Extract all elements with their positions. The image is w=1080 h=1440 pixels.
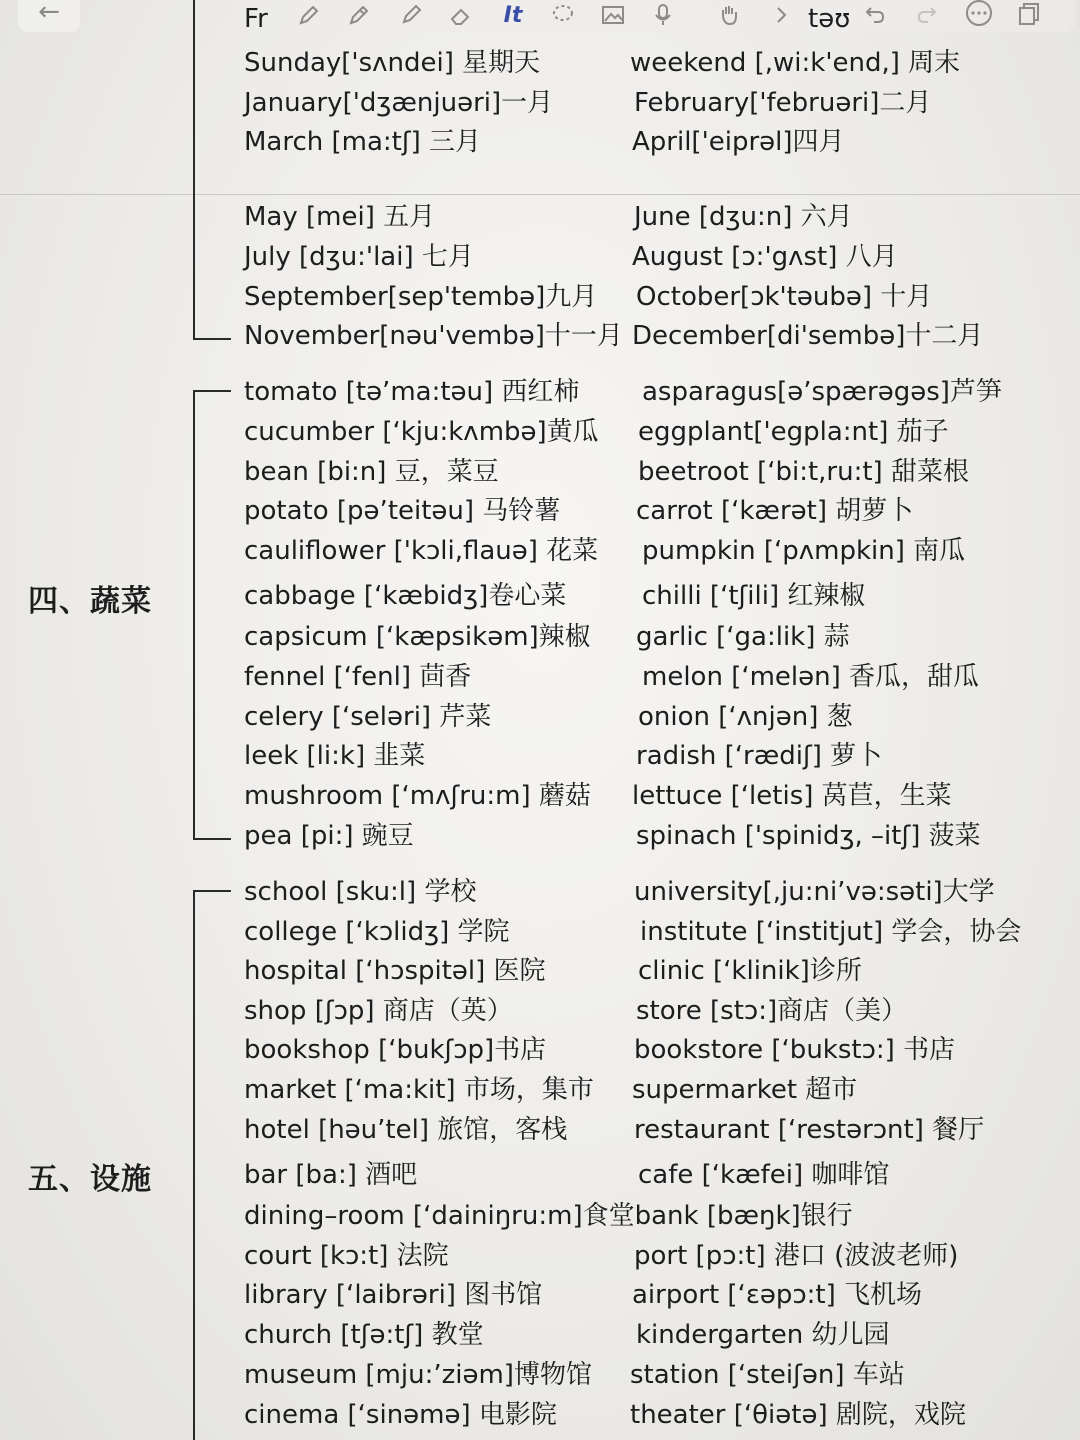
cut-row-left: Fr	[244, 4, 268, 34]
list-item: spinach ['spinidʒ, –itʃ] 菠菜	[636, 821, 981, 851]
bracket-end	[193, 838, 231, 840]
list-item: hotel [həu’tel] 旅馆，客栈	[244, 1115, 568, 1145]
list-item: port [pɔ:t] 港口 (波波老师)	[634, 1241, 959, 1271]
list-item: market [‘ma:kit] 市场，集市	[244, 1075, 594, 1105]
mic-icon[interactable]	[646, 0, 680, 30]
list-item: bookshop [‘bukʃɔp]书店	[244, 1035, 547, 1065]
list-item: cauliflower ['kɔli,flauə] 花菜	[244, 536, 599, 566]
list-item: January['dʒænjuəri]一月	[244, 88, 554, 118]
list-item: Sunday['sʌndei] 星期天	[244, 48, 541, 78]
section-label-facilities: 五、设施	[28, 1162, 152, 1197]
page-divider	[0, 194, 1080, 195]
list-item: November[nəu'vembə]十一月	[244, 321, 623, 351]
list-item: March [ma:tʃ] 三月	[244, 127, 482, 157]
list-item: carrot [‘kærət] 胡萝卜	[636, 496, 914, 526]
list-item: school [sku:l] 学校	[244, 877, 477, 907]
list-item: university[,ju:ni’və:səti]大学	[634, 877, 995, 907]
section-label-vegetables: 四、蔬菜	[28, 584, 152, 619]
list-item: May [mei] 五月	[244, 202, 436, 232]
bracket-end	[193, 338, 231, 340]
list-item: bar [ba:] 酒吧	[244, 1160, 418, 1190]
list-item: weekend [,wi:k'end,] 周末	[630, 48, 961, 78]
list-item: theater [‘θiətə] 剧院，戏院	[630, 1400, 966, 1430]
annotation-toolbar	[0, 0, 1080, 34]
list-item: July [dʒu:'lai] 七月	[244, 242, 474, 272]
list-item: station [‘steiʃən] 车站	[630, 1360, 905, 1390]
bracket-start	[193, 390, 231, 392]
list-item: radish [‘rædiʃ] 萝卜	[636, 741, 883, 771]
back-button[interactable]	[18, 0, 80, 32]
list-item: potato [pə’teitəu] 马铃薯	[244, 496, 561, 526]
list-item: beetroot [‘bi:t,ru:t] 甜菜根	[638, 457, 969, 487]
list-item: shop [ʃɔp] 商店（英）	[244, 996, 513, 1026]
list-item: college [‘kɔlidʒ] 学院	[244, 917, 510, 947]
list-item: institute [‘institjut] 学会，协会	[640, 917, 1022, 947]
chevron-right-icon[interactable]	[764, 0, 798, 30]
list-item: chilli [‘tʃili] 红辣椒	[642, 581, 866, 611]
list-item: June [dʒu:n] 六月	[634, 202, 853, 232]
list-item: bean [bi:n] 豆，菜豆	[244, 457, 499, 487]
list-item: September[sep'tembə]九月	[244, 282, 598, 312]
list-item: garlic [‘ga:lik] 蒜	[636, 622, 850, 652]
list-item: October[ɔk'təubə] 十月	[636, 282, 933, 312]
pen-icon[interactable]	[292, 0, 326, 30]
list-item: August [ɔ:'gʌst] 八月	[632, 242, 898, 272]
bracket-line	[193, 0, 195, 340]
list-item: onion [‘ʌnjən] 葱	[638, 702, 853, 732]
list-item: mushroom [‘mʌʃru:m] 蘑菇	[244, 781, 591, 811]
list-item: April['eiprəl]四月	[632, 127, 845, 157]
list-item: cafe [‘kæfei] 咖啡馆	[638, 1160, 890, 1190]
list-item: celery [‘seləri] 芹菜	[244, 702, 492, 732]
list-item: supermarket 超市	[632, 1075, 858, 1105]
list-item: fennel [‘fenl] 茴香	[244, 662, 472, 692]
list-item: lettuce [‘letis] 莴苣，生菜	[632, 781, 952, 811]
list-item: church [tʃə:tʃ] 教堂	[244, 1320, 484, 1350]
list-item: clinic [‘klinik]诊所	[638, 956, 862, 986]
pencil-icon[interactable]	[342, 0, 376, 30]
list-item: eggplant['egpla:nt] 茄子	[638, 417, 949, 447]
list-item: tomato [tə’ma:təu] 西红柿	[244, 377, 580, 407]
image-icon[interactable]	[596, 0, 630, 30]
lasso-icon[interactable]	[546, 0, 580, 30]
list-item: capsicum [‘kæpsikəm]辣椒	[244, 622, 591, 652]
marker-icon[interactable]	[394, 0, 428, 30]
list-item: pumpkin [‘pʌmpkin] 南瓜	[642, 536, 966, 566]
back-arrow-icon: ←	[38, 0, 60, 27]
list-item: melon [‘melən] 香瓜，甜瓜	[642, 662, 980, 692]
bracket-line	[193, 390, 195, 840]
list-item: dining–room [‘dainiŋru:m]食堂bank [bæŋk]银行	[244, 1201, 853, 1231]
pages-icon[interactable]	[1012, 0, 1046, 30]
bracket-line	[193, 890, 195, 1440]
redo-icon[interactable]	[910, 0, 944, 30]
hand-icon[interactable]	[712, 0, 746, 30]
list-item: library [‘laibrəri] 图书馆	[244, 1280, 543, 1310]
list-item: store [stɔ:]商店（美）	[636, 996, 908, 1026]
eraser-icon[interactable]	[444, 0, 478, 30]
list-item: asparagus[ə’spærəgəs]芦笋	[642, 377, 1002, 407]
list-item: restaurant [‘restərɔnt] 餐厅	[634, 1115, 985, 1145]
list-item: cinema [‘sinəmə] 电影院	[244, 1400, 557, 1430]
more-icon[interactable]	[962, 0, 996, 30]
list-item: pea [pi:] 豌豆	[244, 821, 414, 851]
list-item: museum [mju:’ziəm]博物馆	[244, 1360, 592, 1390]
list-item: hospital [‘hɔspitəl] 医院	[244, 956, 546, 986]
cut-row-right: təʊ	[808, 4, 851, 34]
list-item: court [kɔ:t] 法院	[244, 1241, 449, 1271]
list-item: airport [‘ɛəpɔ:t] 飞机场	[632, 1280, 923, 1310]
undo-icon[interactable]	[858, 0, 892, 30]
list-item: bookstore [‘bukstɔ:] 书店	[634, 1035, 956, 1065]
list-item: leek [li:k] 韭菜	[244, 741, 426, 771]
text-tool-icon[interactable]	[496, 0, 530, 30]
list-item: kindergarten 幼儿园	[636, 1320, 890, 1350]
bracket-start	[193, 890, 231, 892]
list-item: cabbage [‘kæbidʒ]卷心菜	[244, 581, 567, 611]
list-item: December[di'sembə]十二月	[632, 321, 984, 351]
text-tool-label: It	[503, 2, 523, 28]
list-item: February['februəri]二月	[634, 88, 932, 118]
list-item: cucumber [‘kju:kʌmbə]黄瓜	[244, 417, 599, 447]
